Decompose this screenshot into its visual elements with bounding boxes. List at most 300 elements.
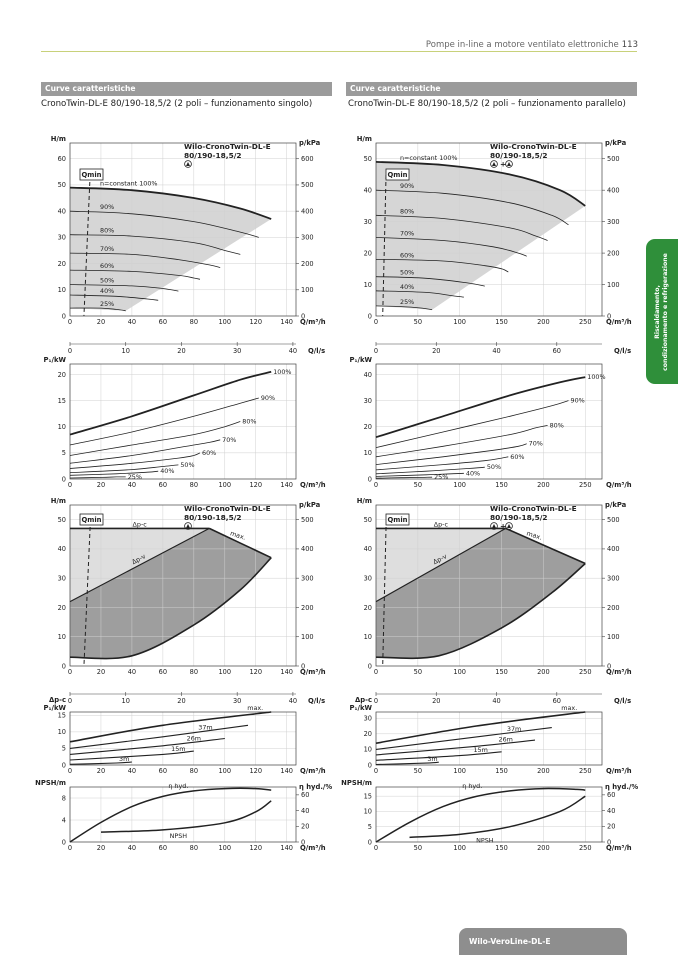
ls-tick-label: 40 [492,697,501,705]
right-tick-label: 400 [607,186,620,195]
ls-tick-label: 40 [288,697,298,705]
y-axis-label: H/m [356,135,372,143]
x-tick-label: 0 [373,668,379,676]
ls-tick-label: 40 [492,347,501,355]
header-title: Pompe in-line a motore ventilato elettroniche [425,40,619,50]
dpp-curve [70,712,271,742]
y-tick-label: 0 [61,662,66,671]
h-curve-label: 90% [100,203,115,212]
x-tick-label: 20 [96,767,106,775]
qmin-label: Qmin [81,516,102,524]
y-tick-label: 10 [363,280,372,289]
right-tick-label: 100 [301,286,314,295]
x-tick-label: 50 [413,318,423,326]
h-curve-label: 90% [400,182,415,191]
x-tick-label: 150 [495,481,508,489]
x-tick-label: 60 [158,318,168,326]
dpc-label: Δp-c [433,520,448,529]
h-curve-label: 60% [400,251,415,260]
dpc-label: Δp-c [132,520,147,529]
x-tick-label: 0 [67,668,73,676]
ls-tick-label: 30 [232,697,242,705]
p-curve-label: 40% [160,467,175,476]
section-bar-left: Curve caratteristiche [41,82,332,96]
right-tick-label: 0 [301,662,306,671]
model-size: 80/190-18,5/2 [184,513,242,522]
x-tick-label: 100 [453,844,467,852]
right-axis-label: η hyd./% [605,783,639,791]
right-tick-label: 300 [301,574,314,583]
y-tick-label: 50 [363,515,372,524]
x-tick-label: 100 [453,767,467,775]
x-tick-label: 150 [495,318,508,326]
x-tick-label: 100 [218,767,232,775]
y-tick-label: 20 [363,249,372,258]
y-tick-label: 8 [61,794,66,803]
p-curve [376,477,432,478]
x-tick-label: 40 [127,844,137,852]
right-tick-label: 0 [301,312,306,321]
right-tick-label: 100 [301,633,314,642]
x-unit-label: Q/m³/h [606,481,632,489]
right-tick-label: 200 [301,603,314,612]
p-curve-label: 60% [510,452,525,461]
ls-tick-label: 10 [121,347,130,355]
y-tick-label: 0 [61,761,66,770]
right-tick-label: 500 [301,181,314,190]
panel-frame [70,712,296,765]
x-tick-label: 80 [189,318,199,326]
x-unit-label: Q/m³/h [606,844,632,852]
right-tick-label: 0 [607,838,612,847]
ls-tick-label: 20 [432,347,441,355]
right-tick-label: 60 [607,791,616,800]
right-tick-label: 500 [607,515,620,524]
dp-panel [357,497,632,705]
right-tick-label: 200 [607,603,620,612]
dpp-curve [376,712,585,743]
p-panel [350,356,632,489]
footer-tab: Wilo-VeroLine-DL-E [459,928,627,955]
model-name: Wilo-CronoTwin-DL-E [490,142,577,151]
h-curve-label: 25% [400,297,415,306]
plus-sign: + [500,521,507,531]
y-tick-label: 0 [61,312,66,321]
npsh-label: NPSH [169,831,188,840]
y-axis-label: P₁/kW [43,704,66,712]
ls-unit-label: Q/l/s [308,347,326,355]
dpp-curve-label: 15m [473,746,488,755]
ls-tick-label: 20 [432,697,441,705]
y-tick-label: 0 [61,475,66,484]
x-tick-label: 60 [158,668,168,676]
ls-tick-label: 20 [177,697,186,705]
x-tick-label: 0 [373,844,379,852]
h-curve-label: 50% [400,268,415,277]
qmin-label: Qmin [387,171,408,179]
y-tick-label: 10 [363,807,372,816]
model-name: Wilo-CronoTwin-DL-E [490,504,577,513]
pump-arrow-icon [186,162,190,166]
plus-sign: + [500,159,507,169]
y-tick-label: 10 [57,286,66,295]
p-curve-label: 100% [273,367,292,376]
y-tick-label: 30 [363,714,372,723]
ls-tick-label: 40 [288,347,298,355]
ls-tick-label: 60 [552,347,561,355]
x-tick-label: 20 [96,481,106,489]
p-curve-label: 60% [202,448,217,457]
y-tick-label: 5 [61,744,66,753]
ls-unit-label: Q/l/s [614,347,632,355]
x-unit-label: Q/m³/h [300,767,326,775]
h-curve-label: 25% [100,300,115,309]
side-tab-line1: Riscaldamento, [654,284,661,339]
x-tick-label: 120 [249,318,263,326]
x-tick-label: 50 [413,767,423,775]
p-curve-label: 25% [127,472,142,481]
ls-tick-label: 0 [67,347,73,355]
y-tick-label: 50 [57,515,66,524]
x-tick-label: 50 [413,668,423,676]
p-curve-label: 25% [434,473,449,482]
right-tick-label: 300 [607,217,620,226]
x-tick-label: 100 [453,668,467,676]
y-tick-label: 15 [57,396,66,405]
x-tick-label: 40 [127,481,137,489]
y-tick-label: 15 [363,792,372,801]
right-tick-label: 100 [607,633,620,642]
x-tick-label: 60 [158,481,168,489]
x-tick-label: 0 [67,481,73,489]
ls-tick-label: 0 [373,347,379,355]
y-tick-label: 40 [363,186,372,195]
y-tick-label: 20 [57,370,66,379]
h-curve-label: 40% [400,282,415,291]
h-curve-label: 80% [100,226,115,235]
y-tick-label: 10 [57,633,66,642]
right-axis-label: p/kPa [605,501,627,509]
x-unit-label: Q/m³/h [300,844,326,852]
right-tick-label: 500 [607,155,620,164]
dpp-curve [70,739,225,755]
x-unit-label: Q/m³/h [300,668,326,676]
right-tick-label: 20 [301,822,310,831]
panel-frame [376,712,602,765]
h-curve-label: 50% [100,276,115,285]
y-tick-label: 0 [61,838,66,847]
pump-arrow-icon [492,162,496,166]
y-tick-label: 20 [57,603,66,612]
x-tick-label: 0 [373,481,379,489]
right-axis-label: p/kPa [605,139,627,147]
max-label: max. [229,529,247,542]
y-tick-label: 0 [367,662,372,671]
y-axis-label: Δp-c [49,696,66,704]
x-unit-label: Q/m³/h [606,668,632,676]
section-subtitle-left: CronoTwin-DL-E 80/190-18,5/2 (2 poli – funzionamento singolo) [41,99,313,109]
model-name: Wilo-CronoTwin-DL-E [184,142,271,151]
x-tick-label: 200 [537,668,550,676]
x-tick-label: 50 [413,844,423,852]
y-axis-label: P₁/kW [349,356,372,364]
x-unit-label: Q/m³/h [300,318,326,326]
x-tick-label: 200 [537,767,550,775]
x-tick-label: 0 [67,767,73,775]
npsh-label: NPSH [476,836,494,845]
p-curve-label: 80% [242,417,257,426]
y-tick-label: 0 [367,475,372,484]
npsh-curve [101,801,271,832]
x-tick-label: 250 [578,318,592,326]
x-tick-label: 60 [158,767,168,775]
x-tick-label: 0 [67,844,73,852]
x-tick-label: 100 [453,318,467,326]
x-tick-label: 140 [280,318,294,326]
p-curve [70,477,126,478]
x-tick-label: 40 [127,767,137,775]
x-tick-label: 0 [373,318,379,326]
h-curve-label: 60% [100,262,115,271]
x-tick-label: 140 [280,844,294,852]
y-axis-label: H/m [50,135,66,143]
page-number: 113 [621,40,638,50]
right-axis-label: η hyd./% [299,783,333,791]
x-tick-label: 80 [189,481,199,489]
right-tick-label: 40 [301,806,310,815]
y-tick-label: 5 [367,823,372,832]
y-tick-label: 15 [57,711,66,720]
x-tick-label: 80 [189,767,199,775]
pump-arrow-icon [507,162,511,166]
x-tick-label: 100 [453,481,467,489]
x-unit-label: Q/m³/h [300,481,326,489]
right-tick-label: 100 [607,280,620,289]
chart-single [35,135,332,852]
qmin-label: Qmin [81,171,102,179]
x-tick-label: 150 [495,844,508,852]
p-curve-label: 50% [180,460,195,469]
npsh-panel [341,779,638,852]
right-axis-label: p/kPa [299,139,321,147]
qmin-label: Qmin [387,516,408,524]
x-tick-label: 100 [218,844,232,852]
max-label: max. [525,529,544,542]
p-panel [44,356,326,489]
right-tick-label: 0 [607,662,612,671]
section-bar-right: Curve caratteristiche [346,82,637,96]
right-tick-label: 500 [301,515,314,524]
x-tick-label: 50 [413,481,423,489]
dpp-curve-label: 37m [198,723,213,732]
h-curve-label: n=constant 100% [400,153,458,162]
y-axis-label: H/m [50,497,66,505]
right-tick-label: 40 [607,806,616,815]
y-tick-label: 0 [367,761,372,770]
dpp-curve-label: 3m [119,755,130,764]
dpp-curve-label: 15m [171,745,186,754]
y-tick-label: 30 [57,233,66,242]
dpp-curve-label: 3m [427,755,438,764]
x-tick-label: 200 [537,481,550,489]
x-tick-label: 140 [280,668,294,676]
pump-arrow-icon [492,524,496,528]
x-tick-label: 20 [96,318,106,326]
y-axis-label: NPSH/m [341,779,372,787]
y-tick-label: 10 [57,423,66,432]
dpp-curve-label: 26m [186,734,202,743]
x-tick-label: 80 [189,844,199,852]
y-axis-label: NPSH/m [35,779,66,787]
dpv-label: Δp-v [130,552,147,567]
panel-frame [376,787,602,845]
x-tick-label: 100 [218,668,232,676]
ls-tick-label: 30 [232,347,242,355]
y-axis-label: P₁/kW [43,356,66,364]
dpv-label: Δp-v [431,552,449,567]
x-tick-label: 80 [189,668,199,676]
y-tick-label: 5 [61,449,66,458]
x-tick-label: 120 [249,668,263,676]
h-curve-label: 70% [100,245,115,254]
right-tick-label: 0 [607,312,612,321]
x-tick-label: 20 [96,668,106,676]
p-curve-label: 90% [260,393,276,402]
y-tick-label: 10 [363,633,372,642]
x-tick-label: 200 [537,318,550,326]
y-axis-label: P₁/kW [349,704,372,712]
y-tick-label: 50 [57,181,66,190]
y-tick-label: 40 [57,545,66,554]
x-tick-label: 140 [280,481,294,489]
right-tick-label: 600 [301,155,314,164]
ls-unit-label: Q/l/s [614,697,632,705]
right-tick-label: 400 [607,545,620,554]
model-name: Wilo-CronoTwin-DL-E [184,504,271,513]
x-tick-label: 250 [578,668,592,676]
x-tick-label: 100 [218,318,232,326]
p-curve [376,444,527,465]
y-tick-label: 0 [367,838,372,847]
y-tick-label: 20 [363,423,372,432]
model-size: 80/190-18,5/2 [184,151,242,160]
dpp-panel [44,696,326,775]
x-tick-label: 150 [495,668,508,676]
eta-curve [376,789,585,845]
y-tick-label: 30 [363,217,372,226]
ls-tick-label: 20 [177,347,186,355]
dpp-curve-label: max. [247,704,264,712]
y-tick-label: 40 [363,545,372,554]
npsh-panel [35,779,332,852]
p-curve-label: 50% [486,463,502,472]
p-curve-label: 70% [528,439,543,448]
p-curve-label: 70% [222,435,237,444]
x-tick-label: 0 [67,318,73,326]
ls-tick-label: 10 [121,697,130,705]
x-tick-label: 40 [127,668,137,676]
y-tick-label: 0 [367,312,372,321]
x-tick-label: 120 [249,844,263,852]
x-tick-label: 150 [495,767,508,775]
y-tick-label: 20 [363,730,372,739]
x-tick-label: 200 [537,844,550,852]
x-tick-label: 60 [158,844,168,852]
model-size: 80/190-18,5/2 [490,151,548,160]
dpp-curve-label: 26m [498,735,513,744]
y-tick-label: 30 [363,396,372,405]
dpp-panel [350,696,632,775]
right-axis-label: p/kPa [299,501,321,509]
right-tick-label: 60 [301,791,310,800]
y-tick-label: 10 [363,449,372,458]
pump-arrow-icon [507,524,511,528]
h-curve-label: 40% [100,287,115,296]
p-curve-label: 40% [465,469,481,478]
side-tab-line2: condizionamento e refrigerazione [662,252,669,371]
h-curve-label: 70% [400,229,415,238]
ls-tick-label: 0 [373,697,379,705]
h-panel [357,135,632,355]
ls-tick-label: 0 [67,697,73,705]
h-curve-label: n=constant 100% [100,179,158,188]
h-panel [51,135,326,355]
right-tick-label: 400 [301,545,314,554]
ls-unit-label: Q/l/s [308,697,326,705]
y-tick-label: 30 [57,574,66,583]
x-tick-label: 20 [96,844,106,852]
y-tick-label: 60 [57,155,66,164]
y-axis-label: Δp-c [355,696,372,704]
y-tick-label: 40 [363,370,372,379]
x-tick-label: 120 [249,481,263,489]
p-curve-label: 90% [570,396,585,405]
x-tick-label: 100 [218,481,232,489]
y-tick-label: 20 [57,259,66,268]
y-tick-label: 4 [61,816,66,825]
dpp-curve-label: max. [561,704,578,712]
p-curve [376,473,464,476]
x-tick-label: 40 [127,318,137,326]
x-tick-label: 140 [280,767,294,775]
model-size: 80/190-18,5/2 [490,513,548,522]
npsh-curve [410,796,586,837]
y-axis-label: H/m [356,497,372,505]
p-curve-label: 100% [587,373,606,382]
right-tick-label: 20 [607,822,616,831]
right-tick-label: 300 [301,233,314,242]
right-tick-label: 200 [607,249,620,258]
eta-label: η hyd. [462,782,483,791]
x-tick-label: 120 [249,767,263,775]
h-curve-label: 80% [400,207,415,216]
p-curve-label: 80% [549,421,564,430]
x-unit-label: Q/m³/h [606,318,632,326]
y-tick-label: 10 [363,745,372,754]
x-tick-label: 250 [578,844,592,852]
right-tick-label: 0 [301,838,306,847]
x-tick-label: 250 [578,767,592,775]
chart-parallel [341,135,638,852]
section-subtitle-right: CronoTwin-DL-E 80/190-18,5/2 (2 poli – funzionamento parallelo) [348,99,626,109]
eta-label: η hyd. [168,782,189,791]
right-tick-label: 400 [301,207,314,216]
y-tick-label: 20 [363,603,372,612]
ls-tick-label: 60 [552,697,561,705]
right-tick-label: 300 [607,574,620,583]
x-tick-label: 0 [373,767,379,775]
y-tick-label: 40 [57,207,66,216]
